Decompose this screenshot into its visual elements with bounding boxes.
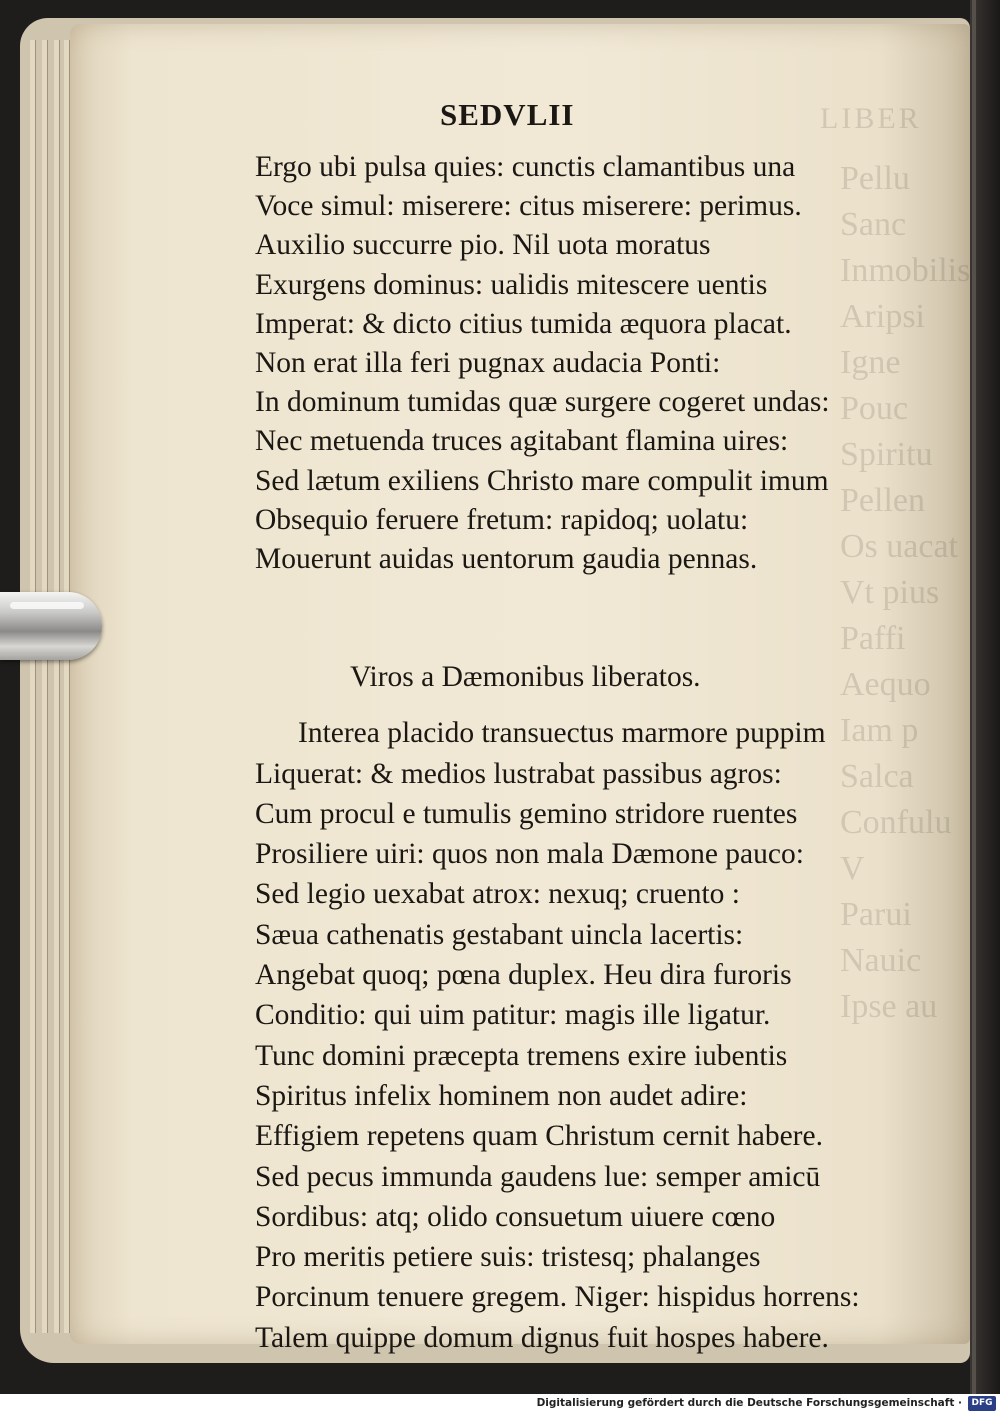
verse-line: Mouerunt auidas uentorum gaudia pennas. <box>255 543 758 576</box>
bleed-line: Ipse au <box>840 988 938 1025</box>
bleed-head: LIBER <box>820 102 922 135</box>
facing-page-edge <box>970 0 1000 1394</box>
funding-credit: Digitalisierung gefördert durch die Deutsche Forschungsgemeinschaft · <box>536 1397 962 1409</box>
bleed-line: Pellen <box>840 482 925 519</box>
verse-line: Liquerat: & medios lustrabat passibus agros: <box>255 757 782 790</box>
bleed-line: V <box>840 850 865 887</box>
page-edge <box>30 40 36 1333</box>
bleed-line: Paffi <box>840 620 906 657</box>
verse-line: Prosiliere uiri: quos non mala Dæmone pauco: <box>255 838 804 871</box>
dfg-logo-text: DFG <box>971 1398 993 1408</box>
verse-line: Imperat: & dicto citius tumida æquora placat. <box>255 307 792 340</box>
verse-line: Sed legio uexabat atrox: nexuq; cruento : <box>255 878 740 911</box>
verse-line: Conditio: qui uim patitur: magis ille ligatur. <box>255 999 771 1032</box>
verse-line: Spiritus infelix hominem non audet adire: <box>255 1079 748 1112</box>
bleed-line: Vt pius <box>840 574 940 611</box>
bleed-line: Aequo <box>840 666 931 703</box>
verse-line: Tunc domini præcepta tremens exire iubentis <box>255 1039 788 1072</box>
bleed-line: Pellu <box>840 160 910 197</box>
bleed-line: Parui <box>840 896 912 933</box>
bleed-line: Confulu <box>840 804 952 841</box>
bleed-line: Iam p <box>840 712 919 749</box>
bleed-line: Spiritu <box>840 436 933 473</box>
section-heading: Viros a Dæmonibus liberatos. <box>350 661 701 693</box>
verse-line: Pro meritis petiere suis: tristesq; phalanges <box>255 1241 761 1274</box>
bleed-line: Nauic <box>840 942 922 979</box>
page-holder-clip <box>0 592 102 660</box>
verse-line: Sed pecus immunda gaudens lue: semper amicū <box>255 1160 821 1193</box>
verse-line: Obsequio feruere fretum: rapidoq; uolatu: <box>255 503 749 536</box>
bleed-line: Inmobilis <box>840 252 970 289</box>
bleed-line: Os uacat <box>840 528 959 565</box>
bleed-line: Igne <box>840 344 901 381</box>
verse-line: Nec metuenda truces agitabant flamina uires: <box>255 425 789 458</box>
verse-line: Non erat illa feri pugnax audacia Ponti: <box>255 347 721 380</box>
verse-line: Angebat quoq; pœna duplex. Heu dira furoris <box>255 959 792 992</box>
verse-line: Auxilio succurre pio. Nil uota moratus <box>255 229 711 262</box>
verse-line: Interea placido transuectus marmore puppim <box>298 717 826 750</box>
verse-line: Sæua cathenatis gestabant uincla lacertis: <box>255 918 744 951</box>
verse-line: Sed lætum exiliens Christo mare compulit imum <box>255 464 829 497</box>
page-edge <box>54 40 60 1333</box>
page-edge <box>42 40 48 1333</box>
footer-bar <box>0 1394 1000 1415</box>
verse-line: Cum procul e tumulis gemino stridore ruentes <box>255 797 798 830</box>
verse-line: Talem quippe domum dignus fuit hospes habere. <box>255 1321 829 1354</box>
dfg-logo-icon <box>968 1396 996 1411</box>
verse-block-b <box>255 634 895 1358</box>
verse-line: Exurgens dominus: ualidis mitescere uentis <box>255 268 768 301</box>
verse-block-a <box>255 148 895 579</box>
verse-line: Voce simul: miserere: citus miserere: perimus. <box>255 190 802 223</box>
bleed-line: Aripsi <box>840 298 925 335</box>
verse-line: Effigiem repetens quam Christum cernit habere. <box>255 1120 823 1153</box>
bleed-line: Pouc <box>840 390 908 427</box>
verse-line: Sordibus: atq; olido consuetum uiuere cœno <box>255 1200 776 1233</box>
verse-line: Porcinum tenuere gregem. Niger: hispidus horrens: <box>255 1281 860 1314</box>
verse-line: In dominum tumidas quæ surgere cogeret undas: <box>255 386 830 419</box>
bleed-line: Sanc <box>840 206 907 243</box>
running-head: SEDVLII <box>440 97 575 132</box>
verse-line: Ergo ubi pulsa quies: cunctis clamantibus una <box>255 151 796 183</box>
bleed-line: Salca <box>840 758 914 795</box>
